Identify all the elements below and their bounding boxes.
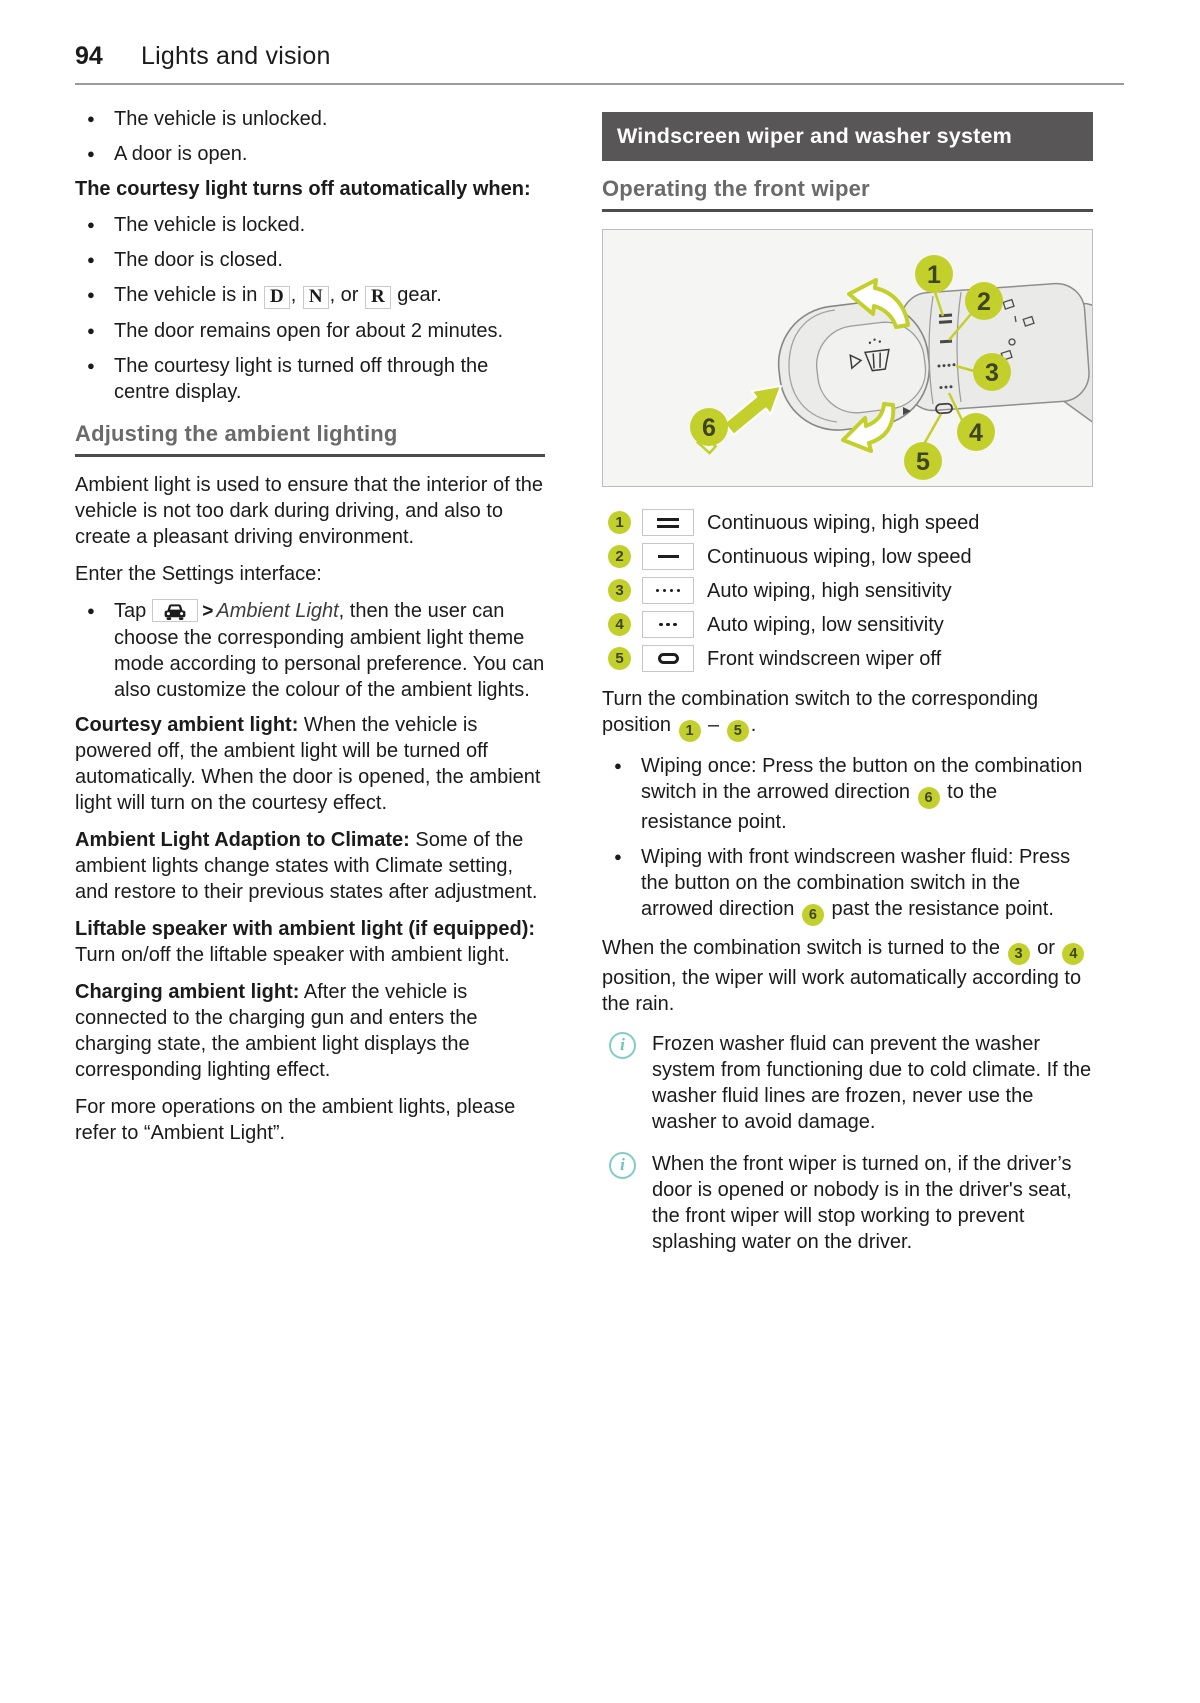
auto-text-post: position, the wiper will work automatically according to the rain. [602,967,1082,1015]
bullet-marker: ● [87,217,95,232]
gear-text-pre: The vehicle is in [114,284,263,306]
adaption-climate-para [75,827,545,905]
list-item-text: The courtesy light is turned off through the centre display. [114,355,489,403]
legend-row [602,577,1093,604]
list-item-text: A door is open. [114,143,248,165]
turn-dash: – [702,714,725,736]
legend-label: Continuous wiping, low speed [707,545,972,568]
courtesy-ambient-para [75,712,545,816]
list-item [75,141,545,167]
bullet-marker: ● [614,849,622,864]
enter-settings-para: Enter the Settings interface: [75,563,322,585]
four-dots-icon [642,577,694,604]
para-lead: Liftable speaker with ambient light (if equipped): [75,918,536,940]
legend-row [602,611,1093,638]
list-item-text: The vehicle is unlocked. [114,108,328,130]
para-text: After the vehicle is connected to the charging gun and enters the charging state, the ambient light displays the corresponding lighting effect. [75,981,478,1081]
wiping-washer-item [602,844,1093,926]
single-bar-icon [642,543,694,570]
callout-5: 5 [916,448,930,476]
bullet-marker: ● [87,252,95,267]
courtesy-off-heading: The courtesy light turns off automatically when: [75,178,531,200]
list-item-text: The door remains open for about 2 minutes. [114,320,504,342]
legend-num-2: 2 [608,545,631,568]
callout-1: 1 [927,261,941,289]
callout-3: 3 [985,359,999,387]
list-item-text: The door is closed. [114,249,283,271]
page-number: 94 [75,42,103,70]
para-text: When the vehicle is powered off, the ambient light will be turned off automatically. When the door is opened, the ambient light will turn on the courtesy effect. [75,714,541,814]
gear-key-n: N [303,286,329,309]
list-item [75,353,545,405]
inline-callout-6: 6 [918,787,940,809]
tap-instruction-text [114,598,545,703]
tap-text-post: , then the user can choose the corresponding ambient light theme mode according to personal preference. You can also customize the colour of the ambient lights. [114,600,545,701]
list-item [75,318,545,344]
left-column [75,106,545,1157]
three-dots-icon [642,611,694,638]
legend-label: Front windscreen wiper off [707,647,942,670]
section-heading-front-wiper: Operating the front wiper [602,176,1093,212]
header-rule [75,83,1124,85]
bullet-marker: ● [87,111,95,126]
wiper-stalk-diagram [602,229,1093,487]
legend-num-1: 1 [608,511,631,534]
info-icon [609,1032,636,1059]
wiping-once-item [602,753,1093,835]
more-operations-para: For more operations on the ambient lights, please refer to “Ambient Light”. [75,1096,516,1144]
right-column [602,112,1093,1271]
list-item-text [641,844,1093,926]
legend-row [602,509,1093,536]
ambient-intro-para: Ambient light is used to ensure that the interior of the vehicle is not too dark during driving, and also to create a pleasant driving environment. [75,474,544,548]
auto-text-pre: When the combination switch is turned to the [602,937,1006,959]
turn-switch-para [602,686,1093,742]
tap-instruction-item [75,598,545,703]
page-header [75,42,1124,85]
section-heading-ambient: Adjusting the ambient lighting [75,421,545,457]
legend-row [602,645,1093,672]
turn-text-pre: Turn the combination switch to the corresponding position [602,688,1039,736]
gear-key-d: D [264,286,290,309]
inline-callout-1: 1 [679,720,701,742]
legend-label: Auto wiping, low sensitivity [707,613,944,636]
tap-text-pre: Tap [114,600,147,622]
wiping-text-pre: Wiping with front windscreen washer fluid: Press the button on the combination switch in the arrowed direction [641,846,1071,920]
callout-4: 4 [969,419,983,447]
bullet-marker: ● [87,146,95,161]
callout-6: 6 [702,414,716,442]
gear-key-r: R [365,286,391,309]
chapter-section-banner: Windscreen wiper and washer system [602,112,1093,161]
bullet-marker: ● [87,323,95,338]
list-item-gear [75,282,545,309]
list-item [75,106,545,132]
liftable-speaker-para [75,916,545,968]
legend-label: Auto wiping, high sensitivity [707,579,952,602]
info-note-frozen-fluid [602,1031,1093,1135]
para-lead: Courtesy ambient light: [75,714,299,736]
bullet-marker: ● [87,358,95,373]
charging-ambient-para [75,979,545,1083]
list-item [75,247,545,273]
legend-num-5: 5 [608,647,631,670]
legend-label: Continuous wiping, high speed [707,511,980,534]
car-settings-icon [152,599,198,622]
para-lead: Ambient Light Adaption to Climate: [75,829,410,851]
bullet-marker: ● [87,603,95,618]
wiper-positions-legend [602,509,1093,672]
list-item-text [114,282,545,309]
wiping-text-pre: Wiping once: Press the button on the combination switch in the arrowed direction [641,755,1083,803]
legend-num-3: 3 [608,579,631,602]
wiping-text-post: to the resistance point. [641,781,998,833]
wiper-off-icon [642,645,694,672]
double-bar-icon [642,509,694,536]
inline-callout-3: 3 [1008,943,1030,965]
bullet-marker: ● [87,287,95,302]
auto-wiping-para [602,935,1093,1017]
legend-num-4: 4 [608,613,631,636]
list-item-text [641,753,1093,835]
info-note-driver-door [602,1151,1093,1255]
callout-2: 2 [977,288,991,316]
gear-text-post: gear. [391,284,442,306]
para-lead: Charging ambient light: [75,981,300,1003]
para-text: Turn on/off the liftable speaker with ambient light. [75,944,510,966]
info-icon [609,1152,636,1179]
note-text: When the front wiper is turned on, if the driver’s door is opened or nobody is in the driver's seat, the front wiper will stop working to prevent splashing water on the driver. [652,1153,1072,1253]
chapter-title: Lights and vision [141,42,331,70]
gear-sep: , or [329,284,365,306]
list-item-text: The vehicle is locked. [114,214,306,236]
para-text: Some of the ambient lights change states with Climate setting, and restore to their previous states after adjustment. [75,829,538,903]
ambient-light-menu-item: Ambient Light [216,600,339,622]
chevron-right-icon: > [202,601,214,622]
inline-callout-4: 4 [1062,943,1084,965]
list-item [75,212,545,238]
turn-text-post: . [750,714,757,736]
auto-text-mid: or [1031,937,1061,959]
inline-callout-5: 5 [727,720,749,742]
legend-row [602,543,1093,570]
wiping-text-post: past the resistance point. [825,898,1054,920]
inline-callout-6: 6 [802,904,824,926]
note-text: Frozen washer fluid can prevent the washer system from functioning due to cold climate. If the washer fluid lines are frozen, never use the washer to avoid damage. [652,1033,1092,1133]
press-direction-arrow [724,386,781,435]
bullet-marker: ● [614,758,622,773]
gear-sep: , [290,284,302,306]
